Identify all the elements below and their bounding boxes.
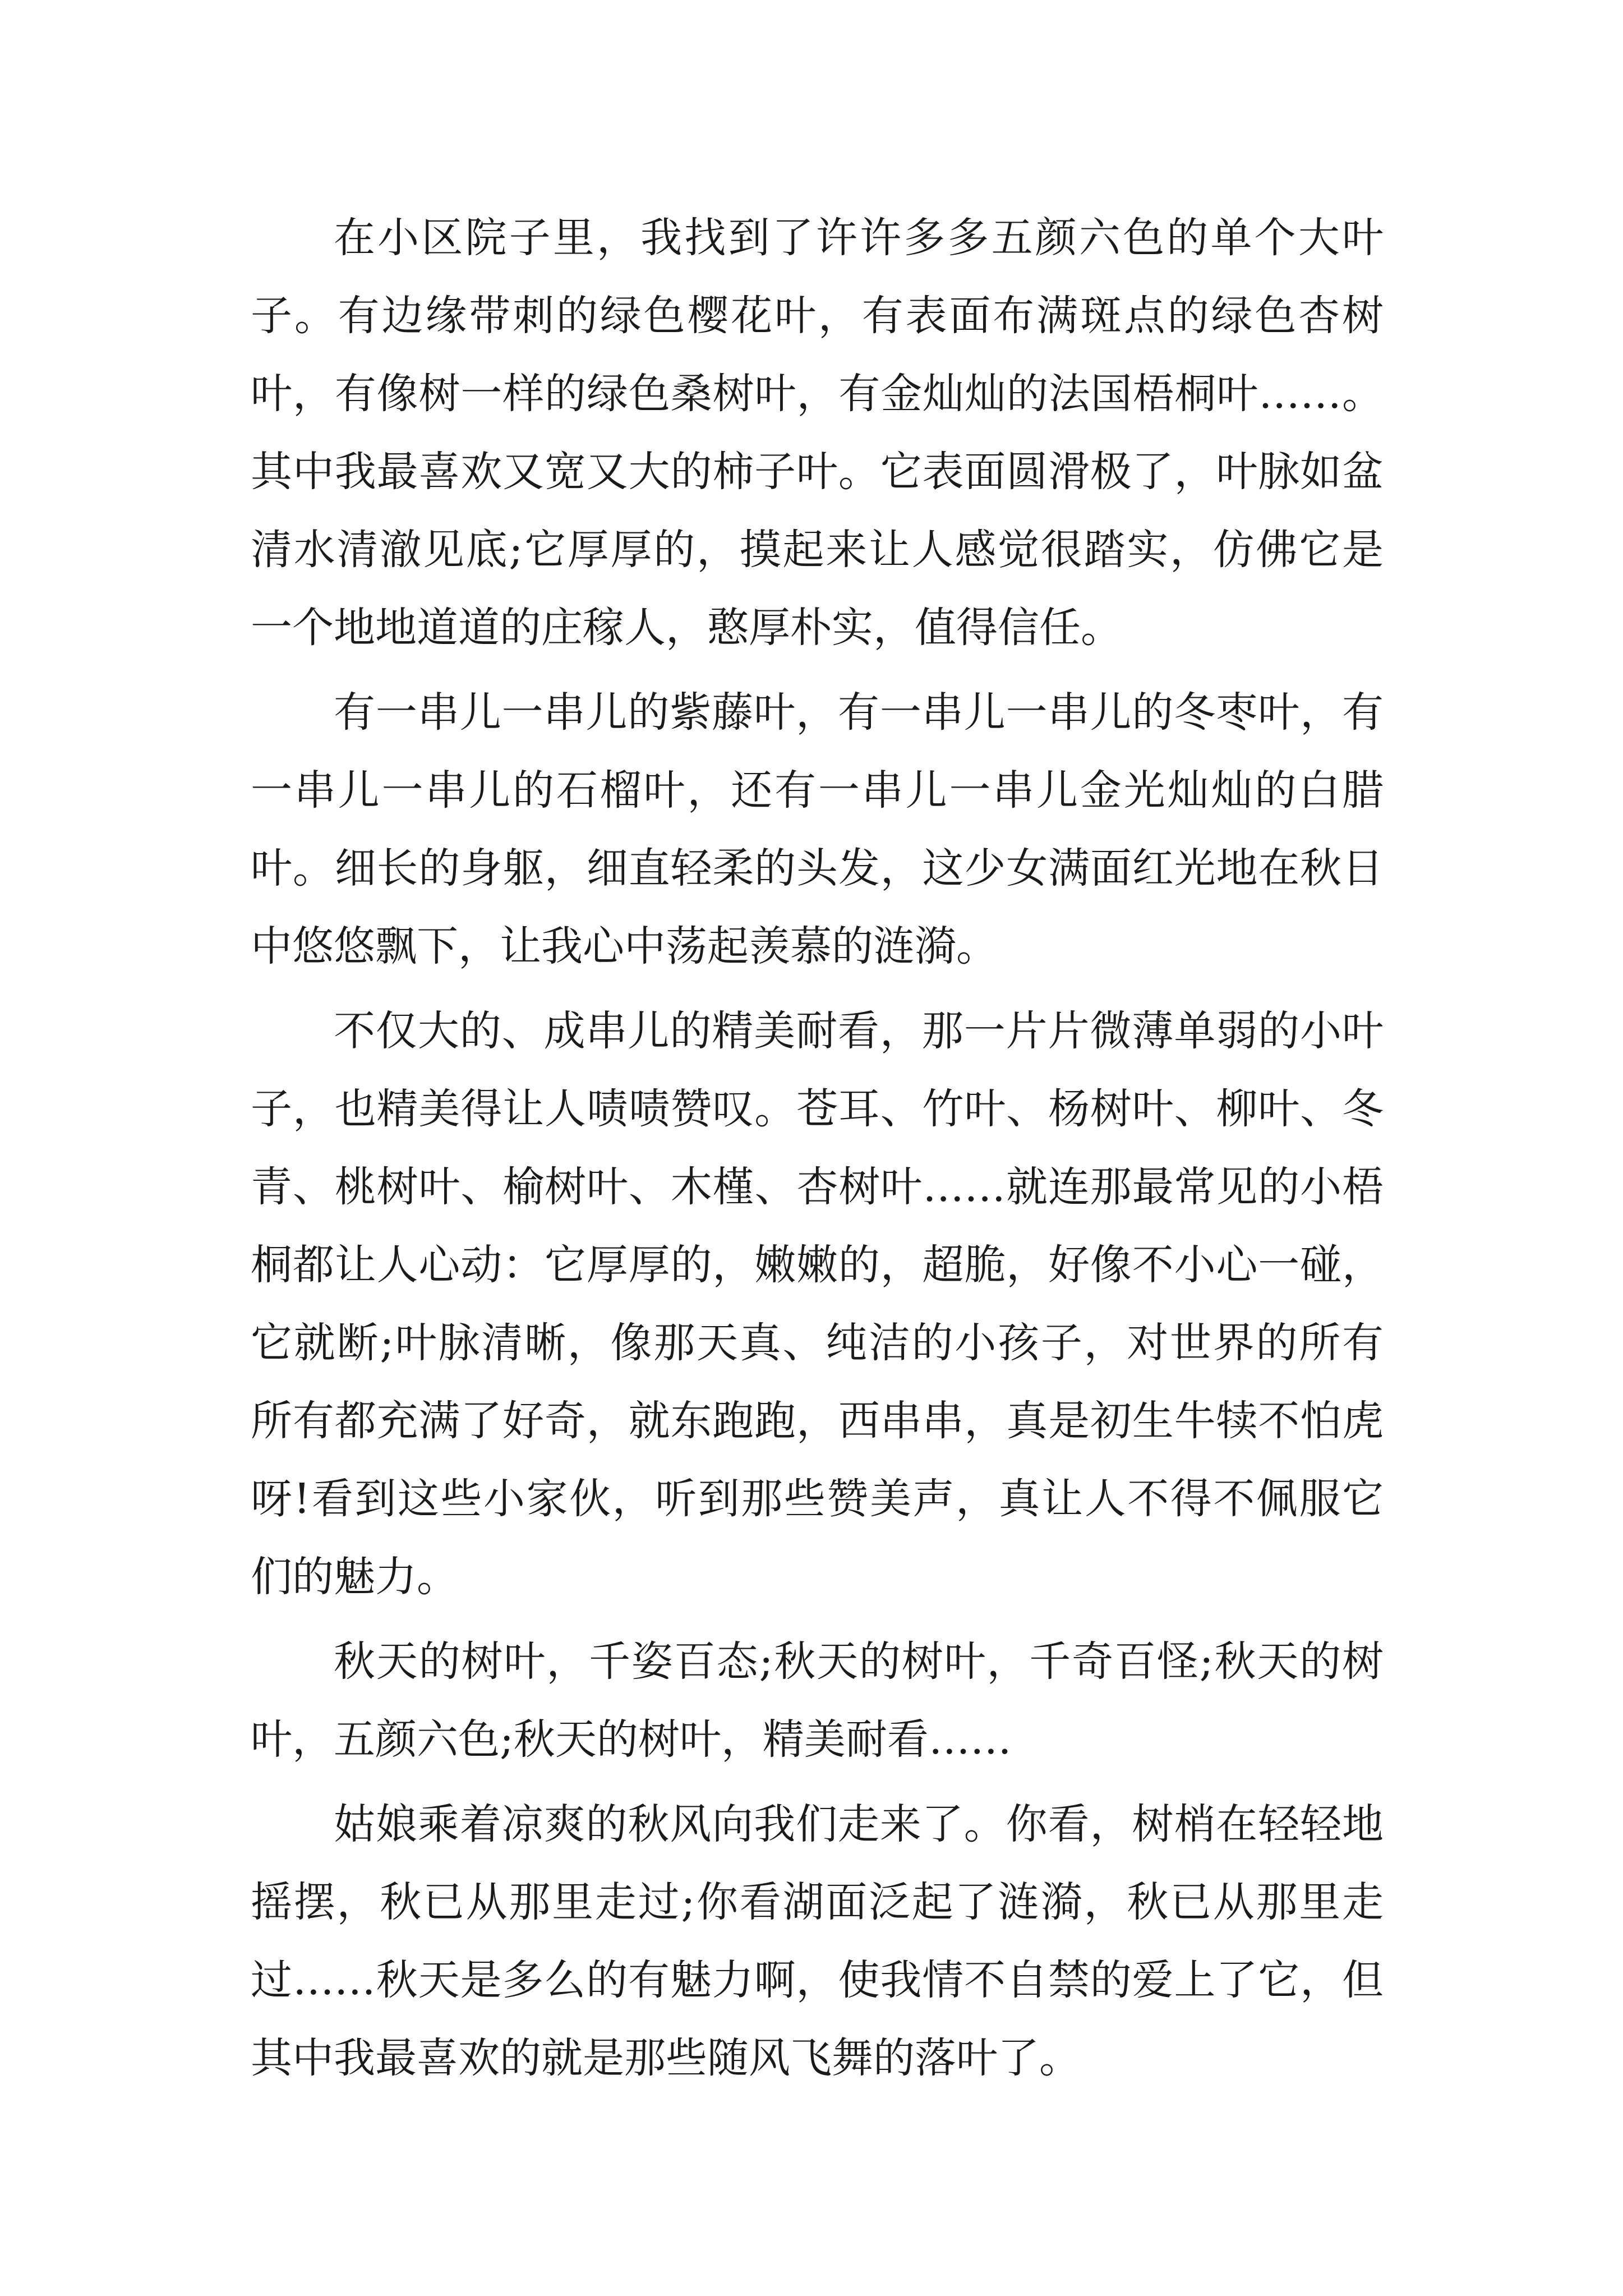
paragraph-3: 不仅大的、成串儿的精美耐看，那一片片微薄单弱的小叶子，也精美得让人啧啧赞叹。苍耳、竹叶、杨树叶、柳叶、冬青、桃树叶、榆树叶、木槿、杏树叶……就连那最常见的小梧桐都让人心动：它厚厚的，嫩嫩的，超脆，好像不小心一碰，它就断;叶脉清晰，像那天真、纯洁的小孩子，对世界的所有所有都充满了好奇，就东跑跑，西串串，真是初生牛犊不怕虎呀!看到这些小家伙，听到那些赞美声，真让人不得不佩服它们的魅力。 (251, 1007, 1384, 1601)
paragraph-4: 秋天的树叶，千姿百态;秋天的树叶，千奇百怪;秋天的树叶，五颜六色;秋天的树叶，精美耐看…… (251, 1637, 1384, 1764)
paragraph-1: 在小区院子里，我找到了许许多多五颜六色的单个大叶子。有边缘带刺的绿色樱花叶，有表面布满斑点的绿色杏树叶，有像树一样的绿色桑树叶，有金灿灿的法国梧桐叶……。其中我最喜欢又宽又大的柿子叶。它表面圆滑极了，叶脉如盆清水清澈见底;它厚厚的，摸起来让人感觉很踏实，仿佛它是一个地地道道的庄稼人，憨厚朴实，值得信任。 (251, 214, 1384, 652)
paragraph-5: 姑娘乘着凉爽的秋风向我们走来了。你看，树梢在轻轻地摇摆，秋已从那里走过;你看湖面泛起了涟漪，秋已从那里走过……秋天是多么的有魅力啊，使我情不自禁的爱上了它，但其中我最喜欢的就是那些随风飞舞的落叶了。 (251, 1800, 1384, 2082)
paragraph-2: 有一串儿一串儿的紫藤叶，有一串儿一串儿的冬枣叶，有一串儿一串儿的石榴叶，还有一串儿一串儿金光灿灿的白腊叶。细长的身躯，细直轻柔的头发，这少女满面红光地在秋日中悠悠飘下，让我心中荡起羡慕的涟漪。 (251, 688, 1384, 970)
article-body (251, 199, 1384, 2097)
